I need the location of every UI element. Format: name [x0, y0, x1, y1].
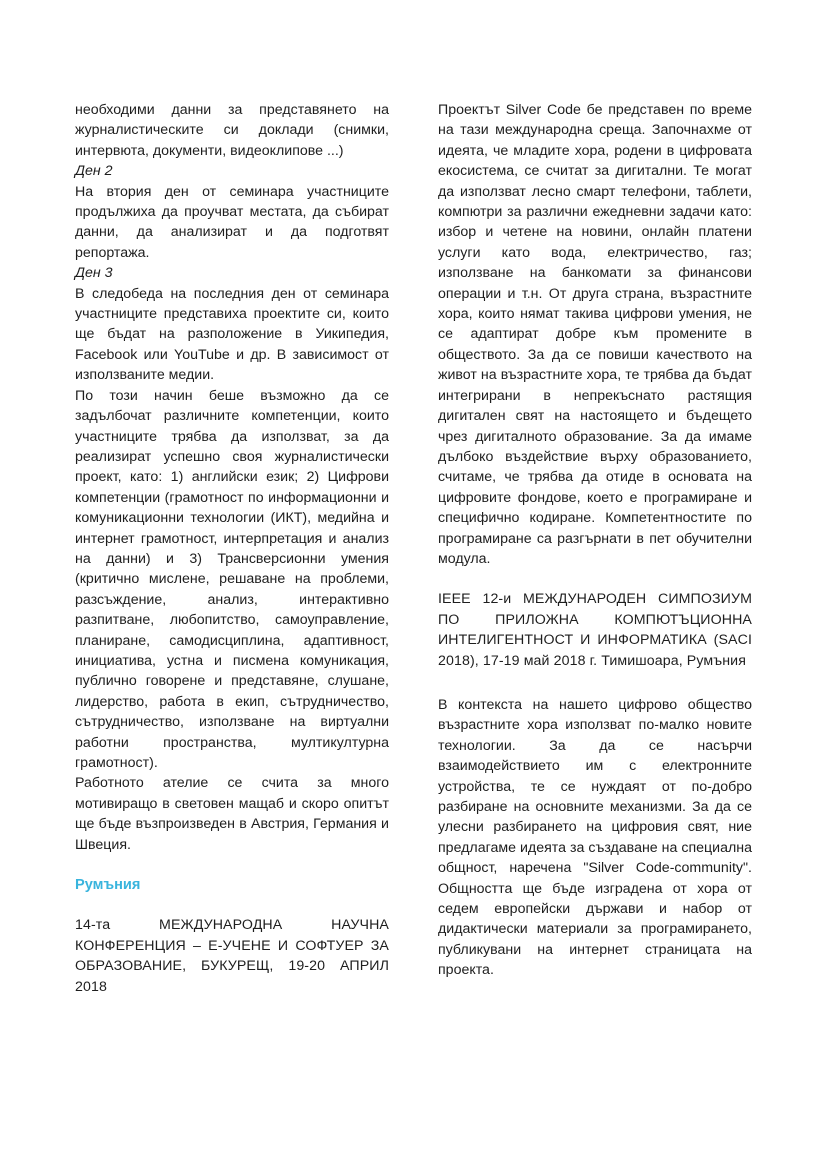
left-column — [75, 100, 389, 997]
day2-paragraph: На втория ден от семинара участниците продължиха да проучват местата, да събират данни, да анализират и да подготвят репортажа. — [75, 183, 389, 261]
symposium-title: IEEE 12-и МЕЖДУНАРОДЕН СИМПОЗИУМ ПО ПРИЛОЖНА КОМПЮТЪЦИОННА ИНТЕЛИГЕНТНОСТ И ИНФОРМАТИКА (SACI 2018), 17-19 май 2018 г. Тимишоара, Румъния — [438, 591, 752, 669]
intro-paragraph: необходими данни за представянето на журналистическите си доклади (снимки, интервюта, документи, видеоклипове ...) — [75, 102, 389, 159]
community-paragraph: В контекста на нашето цифрово общество възрастните хора използват по-малко новите технологии. За да се насърчи взаимодействието им с електронните устройства, те се нуждаят от по-добро разбиране на основните механизми. За да се улесни разбирането на цифровия свят, ние предлагаме идеята за създаване на специална общност, наречена "Silver Code-community". Общността ще бъде изградена от хора от седем европейски държави и набор от дидактически материали за програмирането, публикувани на интернет страницата на проекта. — [438, 696, 752, 979]
silver-code-paragraph: Проектът Silver Code бе представен по време на тази международна среща. Започнахме от идеята, че младите хора, родени в цифровата екосистема, се считат за дигитални. Те могат да използват лесно смарт телефони, таблети, компютри за различни ежедневни задачи като: избор и четене на новини, онлайн платени услуги като вода, електричество, газ; използване на банкомати за финансови операции и т.н. От друга страна, възрастните хора, които нямат такива цифрови умения, не се адаптират добре към промените в обществото. За да се повиши качеството на живот на възрастните хора, те трябва да бъдат интегрирани в непрекъснато растящия дигитален свят на настоящето и бъдещето чрез дигиталното образование. За да имаме дълбоко въздействие върху образованието, считаме, че трябва да отиде в основата на цифровите фондове, което е програмиране и специфично кодиране. Компетентностите по програмиране са разгърнати в пет обучителни модула. — [438, 102, 752, 567]
right-column — [438, 100, 752, 981]
day3-paragraph: В следобеда на последния ден от семинара участниците представиха проектите си, които ще бъдат на разположение в Уикипедия, Facebook или YouTube и др. В зависимост от използваните медии. — [75, 285, 389, 384]
workshop-paragraph: Работното ателие се счита за много мотивиращо в световен мащаб и скоро опитът ще бъде възпроизведен в Австрия, Германия и Швеция. — [75, 775, 389, 853]
day2-label: Ден 2 — [75, 163, 113, 180]
conference-title: 14-та МЕЖДУНАРОДНА НАУЧНА КОНФЕРЕНЦИЯ – Е-УЧЕНЕ И СОФТУЕР ЗА ОБРАЗОВАНИЕ, БУКУРЕЩ, 19-20 АПРИЛ 2018 — [75, 917, 389, 995]
section-heading-romania: Румъния — [75, 877, 141, 894]
day3-label: Ден 3 — [75, 265, 113, 282]
competences-paragraph: По този начин беше възможно да се задълбочат различните компетенции, които участниците трябва да използват, за да реализират успешно своя журналистически проект, като: 1) английски език; 2) Цифрови компетенции (грамотност по информационни и комуникационни технологии (ИКТ), медийна и интернет грамотност, интерпретация и анализ на данни) и 3) Трансверсионни умения (критично мислене, решаване на проблеми, разсъждение, анализ, интерактивно разпитване, любопитство, самоуправление, планиране, самодисциплина, адаптивност, инициатива, устна и писмена комуникация, публично говорене и представяне, слушане, лидерство, работа в екип, сътрудничество, сътрудничество, използване на виртуални работни пространства, мултикултурна грамотност). — [75, 387, 389, 771]
